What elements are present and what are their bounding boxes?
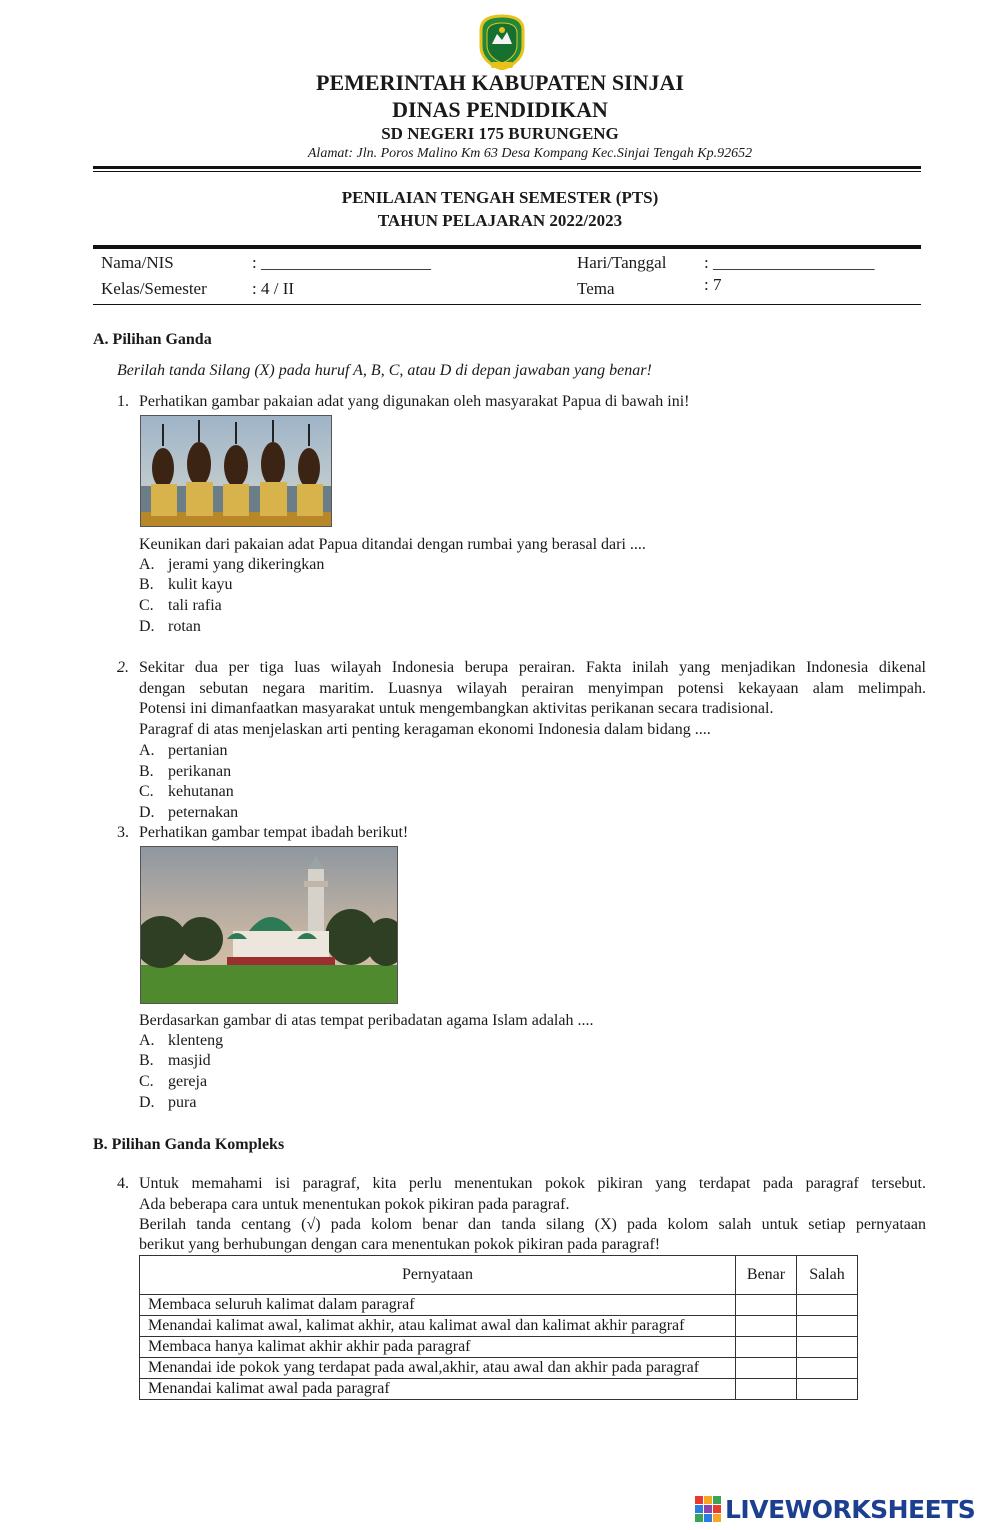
col-statement-header: Pernyataan	[140, 1256, 736, 1295]
col-false-header: Salah	[797, 1256, 858, 1295]
header-divider	[93, 166, 921, 169]
school-emblem-icon	[475, 14, 529, 70]
q4-number: 4.	[117, 1175, 129, 1192]
false-cell[interactable]	[797, 1337, 858, 1358]
q3-question: Berdasarkan gambar di atas tempat peribadatan agama Islam adalah ....	[139, 1012, 594, 1029]
liveworksheets-brand: LIVEWORKSHEETS	[725, 1494, 976, 1524]
table-row	[140, 1316, 858, 1337]
class-value: : 4 / II	[252, 279, 295, 298]
liveworksheets-logo-icon	[695, 1496, 723, 1522]
identity-top-rule	[93, 245, 921, 249]
q1-question: Keunikan dari pakaian adat Papua ditandai dengan rumbai yang berasal dari ....	[139, 536, 646, 553]
q4-intro-line2: Ada beberapa cara untuk menentukan pokok pikiran pada paragraf.	[139, 1196, 570, 1213]
q2-passage-line2: dengan sebutan negara maritim. Luasnya wilayah perairan menyimpan potensi kekayaan alam melimpah.	[139, 680, 926, 697]
q1-option-a[interactable]: A. jerami yang dikeringkan	[139, 556, 325, 573]
day-field[interactable]: : ___________________	[704, 253, 875, 272]
q2-option-a[interactable]: A. pertanian	[139, 742, 228, 759]
q2-option-b[interactable]: B. perikanan	[139, 763, 232, 780]
col-true-header: Benar	[736, 1256, 797, 1295]
name-label: Nama/NIS	[101, 253, 174, 272]
true-cell[interactable]	[736, 1295, 797, 1316]
papua-costume-photo	[140, 415, 332, 527]
false-cell[interactable]	[797, 1379, 858, 1400]
statement-text: Menandai ide pokok yang terdapat pada awal,akhir, atau awal dan akhir pada paragraf	[140, 1358, 736, 1379]
exam-year: TAHUN PELAJARAN 2022/2023	[377, 211, 623, 230]
q4-instruction-line1: Berilah tanda centang (√) pada kolom benar dan tanda silang (X) pada kolom salah untuk setiap pernyataan	[139, 1216, 926, 1233]
table-row	[140, 1358, 858, 1379]
exam-title: PENILAIAN TENGAH SEMESTER (PTS)	[341, 188, 659, 207]
q4-intro-line1: Untuk memahami isi paragraf, kita perlu menentukan pokok pikiran yang terdapat pada paragraf tersebut.	[139, 1175, 926, 1192]
theme-value: : 7	[704, 275, 722, 294]
header-government: PEMERINTAH KABUPATEN SINJAI	[316, 70, 684, 95]
q1-option-b[interactable]: B. kulit kayu	[139, 576, 233, 593]
q3-option-b[interactable]: B. masjid	[139, 1052, 211, 1069]
statement-table	[139, 1255, 858, 1400]
section-a-title: A. Pilihan Ganda	[93, 331, 212, 348]
statement-text: Membaca seluruh kalimat dalam paragraf	[140, 1295, 736, 1316]
statement-text: Menandai kalimat awal, kalimat akhir, atau kalimat awal dan kalimat akhir paragraf	[140, 1316, 736, 1337]
q2-passage-line1: Sekitar dua per tiga luas wilayah Indonesia berupa perairan. Fakta inilah yang menjadikan Indonesia dikenal	[139, 659, 926, 676]
q4-instruction-line2: berikut yang berhubungan dengan cara menentukan pokok pikiran pada paragraf!	[139, 1236, 661, 1253]
table-row	[140, 1337, 858, 1358]
mosque-photo	[140, 846, 398, 1004]
true-cell[interactable]	[736, 1358, 797, 1379]
false-cell[interactable]	[797, 1295, 858, 1316]
q2-option-d[interactable]: D. peternakan	[139, 804, 239, 821]
true-cell[interactable]	[736, 1337, 797, 1358]
header-school: SD NEGERI 175 BURUNGENG	[381, 124, 619, 143]
q3-option-c[interactable]: C. gereja	[139, 1073, 208, 1090]
true-cell[interactable]	[736, 1316, 797, 1337]
q3-option-d[interactable]: D. pura	[139, 1094, 197, 1111]
header-department: DINAS PENDIDIKAN	[392, 97, 608, 122]
q1-option-c[interactable]: C. tali rafia	[139, 597, 222, 614]
day-label: Hari/Tanggal	[577, 253, 667, 272]
theme-label: Tema	[577, 279, 615, 298]
header-divider-thin	[93, 171, 921, 172]
false-cell[interactable]	[797, 1316, 858, 1337]
q3-option-a[interactable]: A. klenteng	[139, 1032, 224, 1049]
q1-text: Perhatikan gambar pakaian adat yang digunakan oleh masyarakat Papua di bawah ini!	[139, 393, 690, 410]
q2-option-c[interactable]: C. kehutanan	[139, 783, 234, 800]
q3-number: 3.	[117, 824, 129, 841]
header-address: Alamat: Jln. Poros Malino Km 63 Desa Kompang Kec.Sinjai Tengah Kp.92652	[307, 146, 753, 161]
class-label: Kelas/Semester	[101, 279, 207, 298]
q2-number: 2.	[117, 659, 129, 676]
identity-bottom-rule	[93, 304, 921, 305]
false-cell[interactable]	[797, 1358, 858, 1379]
table-row	[140, 1295, 858, 1316]
section-b-title: B. Pilihan Ganda Kompleks	[93, 1136, 285, 1153]
statement-text: Menandai kalimat awal pada paragraf	[140, 1379, 736, 1400]
name-field[interactable]: : ____________________	[252, 253, 431, 272]
liveworksheets-watermark[interactable]	[695, 1494, 975, 1524]
table-row	[140, 1379, 858, 1400]
q1-option-d[interactable]: D. rotan	[139, 618, 201, 635]
true-cell[interactable]	[736, 1379, 797, 1400]
q2-passage-line3: Potensi ini dimanfaatkan masyarakat untuk mengembangkan aktivitas perikanan secara tradisional.	[139, 700, 774, 717]
q3-text: Perhatikan gambar tempat ibadah berikut!	[139, 824, 409, 841]
q1-number: 1.	[117, 393, 129, 410]
section-a-instruction: Berilah tanda Silang (X) pada huruf A, B, C, atau D di depan jawaban yang benar!	[117, 362, 652, 379]
q2-question: Paragraf di atas menjelaskan arti penting keragaman ekonomi Indonesia dalam bidang ....	[139, 721, 711, 738]
statement-text: Membaca hanya kalimat akhir akhir pada paragraf	[140, 1337, 736, 1358]
